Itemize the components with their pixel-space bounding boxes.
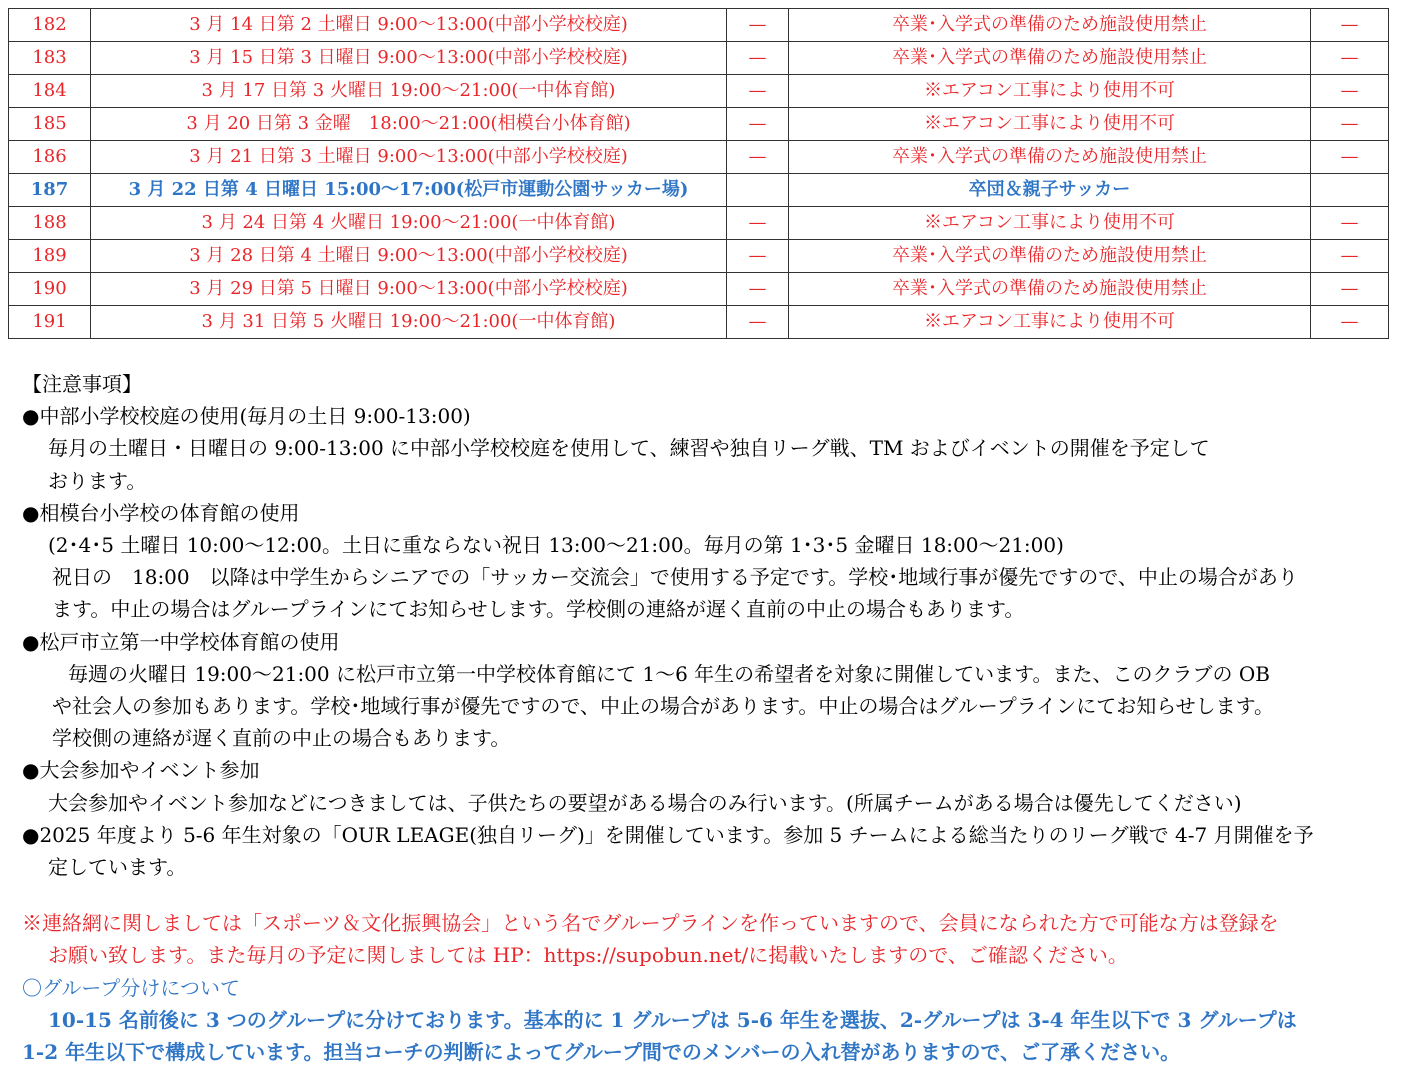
row-date-cell: 3 月 24 日第 4 火曜日 19:00～21:00(一中体育館) [91,207,727,240]
notes-section [22,368,1402,1068]
note-chubu-text-1: 毎月の土曜日・日曜日の 9:00-13:00 に中部小学校校庭を使用して、練習や独自リーグ戦、TM およびイベントの開催を予定して [48,436,1210,461]
row-number-cell: 185 [9,108,91,141]
note-sagamidai-text-1: (2･4･5 土曜日 10:00～12:00。土日に重ならない祝日 13:00～21:00。毎月の第 1･3･5 金曜日 18:00～21:00) [48,533,1064,558]
group-text-2: 1-2 年生以下で構成しています。担当コーチの判断によってグループ間でのメンバーの入れ替がありますので、ご了承ください。 [22,1040,1181,1065]
note-sagamidai-title: ●相模台小学校の体育館の使用 [22,500,300,525]
row-number-cell: 187 [9,174,91,207]
row-number-cell: 186 [9,141,91,174]
row-status-cell: — [727,207,789,240]
row-date-cell: 3 月 31 日第 5 火曜日 19:00～21:00(一中体育館) [91,306,727,339]
note-tournament-title: ●大会参加やイベント参加 [22,758,260,783]
note-chubu-title: ●中部小学校校庭の使用(毎月の土日 9:00-13:00) [22,404,471,429]
note-league-text-2: 定しています。 [48,855,187,880]
row-event-cell: 卒業･入学式の準備のため施設使用禁止 [789,141,1311,174]
table-row [9,141,1389,174]
note-ichichu-text-3: 学校側の連絡が遅く直前の中止の場合もあります。 [52,726,511,751]
row-note-cell: — [1311,240,1389,273]
row-event-cell: 卒業･入学式の準備のため施設使用禁止 [789,240,1311,273]
row-date-cell: 3 月 21 日第 3 土曜日 9:00～13:00(中部小学校校庭) [91,141,727,174]
table-row [9,207,1389,240]
row-status-cell: — [727,273,789,306]
table-row [9,273,1389,306]
row-status-cell: — [727,306,789,339]
row-date-cell: 3 月 14 日第 2 土曜日 9:00～13:00(中部小学校校庭) [91,9,727,42]
row-event-cell: ※エアコン工事により使用不可 [789,306,1311,339]
row-status-cell [727,174,789,207]
row-status-cell: — [727,75,789,108]
row-number-cell: 191 [9,306,91,339]
row-event-cell: 卒業･入学式の準備のため施設使用禁止 [789,42,1311,75]
contact-note-2: お願い致します。また毎月の予定に関しましては HP：https://supobun.net/に掲載いたしますので、ご確認ください。 [48,943,1128,968]
note-tournament-text: 大会参加やイベント参加などにつきましては、子供たちの要望がある場合のみ行います。(所属チームがある場合は優先してください) [48,790,1242,815]
row-note-cell [1311,174,1389,207]
schedule-table [8,8,1389,339]
row-event-cell: 卒団＆親子サッカー [789,174,1311,207]
row-date-cell: 3 月 15 日第 3 日曜日 9:00～13:00(中部小学校校庭) [91,42,727,75]
table-row [9,240,1389,273]
row-number-cell: 182 [9,9,91,42]
group-text-1: 10-15 名前後に 3 つのグループに分けております。基本的に 1 グループは 5-6 年生を選抜、2-グループは 3-4 年生以下で 3 グループは [48,1007,1297,1032]
row-event-cell: 卒業･入学式の準備のため施設使用禁止 [789,9,1311,42]
row-note-cell: — [1311,9,1389,42]
row-number-cell: 189 [9,240,91,273]
row-note-cell: — [1311,108,1389,141]
row-status-cell: — [727,42,789,75]
row-number-cell: 184 [9,75,91,108]
row-note-cell: — [1311,141,1389,174]
row-note-cell: — [1311,306,1389,339]
row-note-cell: — [1311,207,1389,240]
row-status-cell: — [727,141,789,174]
row-number-cell: 190 [9,273,91,306]
table-row [9,108,1389,141]
row-date-cell: 3 月 22 日第 4 日曜日 15:00～17:00(松戸市運動公園サッカー場) [91,174,727,207]
note-league-text-1: ●2025 年度より 5-6 年生対象の「OUR LEAGE(独自リーグ)」を開催しています。参加 5 チームによる総当たりのリーグ戦で 4-7 月開催を予 [22,822,1314,847]
row-note-cell: — [1311,75,1389,108]
note-ichichu-text-1: 毎週の火曜日 19:00～21:00 に松戸市立第一中学校体育館にて 1～6 年生の希望者を対象に開催しています。また、このクラブの OB [68,661,1271,686]
group-title: 〇グループ分けについて [22,975,240,1000]
table-row [9,9,1389,42]
row-status-cell: — [727,108,789,141]
row-number-cell: 188 [9,207,91,240]
note-sagamidai-text-3: ます。中止の場合はグループラインにてお知らせします。学校側の連絡が遅く直前の中止の場合もあります。 [52,597,1025,622]
row-date-cell: 3 月 28 日第 4 土曜日 9:00～13:00(中部小学校校庭) [91,240,727,273]
contact-note-1: ※連絡網に関しましては「スポーツ＆文化振興協会」という名でグループラインを作っていますので、会員になられた方で可能な方は登録を [22,911,1279,936]
row-date-cell: 3 月 29 日第 5 日曜日 9:00～13:00(中部小学校校庭) [91,273,727,306]
note-sagamidai-text-2: 祝日の 18:00 以降は中学生からシニアでの「サッカー交流会」で使用する予定です。学校･地域行事が優先ですので、中止の場合があり [52,565,1298,590]
row-status-cell: — [727,9,789,42]
table-row [9,75,1389,108]
table-row [9,306,1389,339]
row-event-cell: ※エアコン工事により使用不可 [789,108,1311,141]
table-row [9,174,1389,207]
row-event-cell: 卒業･入学式の準備のため施設使用禁止 [789,273,1311,306]
note-chubu-text-2: おります。 [48,468,147,493]
row-event-cell: ※エアコン工事により使用不可 [789,207,1311,240]
table-row [9,42,1389,75]
row-number-cell: 183 [9,42,91,75]
row-date-cell: 3 月 17 日第 3 火曜日 19:00～21:00(一中体育館) [91,75,727,108]
notes-heading: 【注意事項】 [22,372,142,396]
row-note-cell: — [1311,273,1389,306]
note-ichichu-title: ●松戸市立第一中学校体育館の使用 [22,629,340,654]
row-status-cell: — [727,240,789,273]
row-note-cell: — [1311,42,1389,75]
note-ichichu-text-2: や社会人の参加もあります。学校･地域行事が優先ですので、中止の場合があります。中止の場合はグループラインにてお知らせします。 [52,694,1274,719]
row-date-cell: 3 月 20 日第 3 金曜 18:00～21:00(相模台小体育館) [91,108,727,141]
row-event-cell: ※エアコン工事により使用不可 [789,75,1311,108]
